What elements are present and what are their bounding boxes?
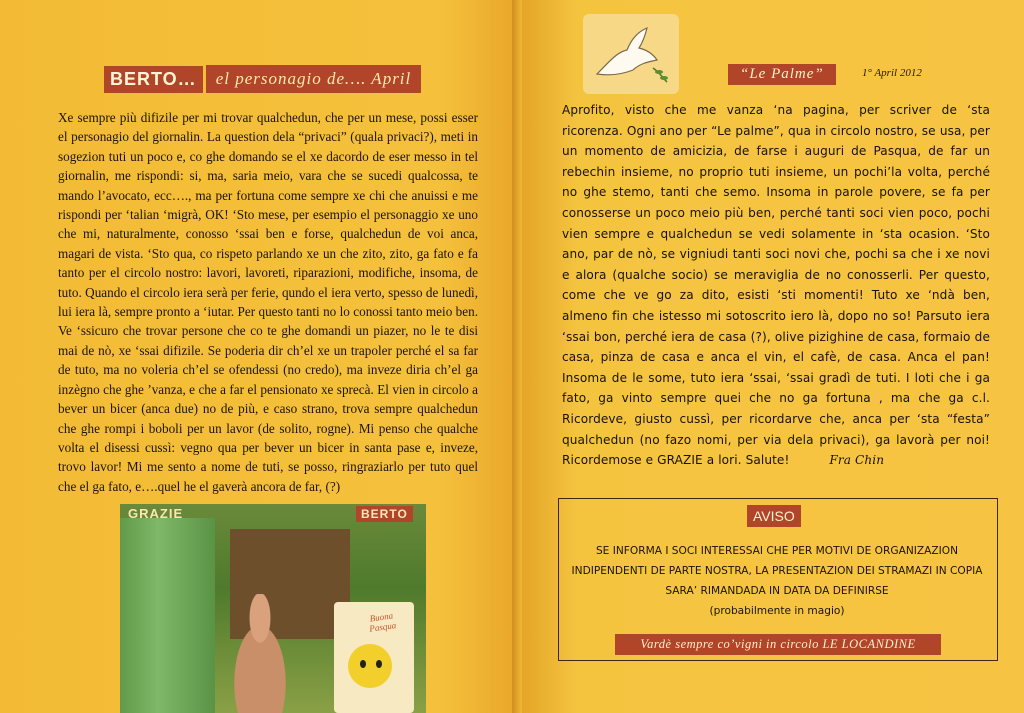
buona-pasqua-label: Buona Pasqua <box>368 610 397 634</box>
photo-curtain <box>120 518 215 713</box>
notice-body <box>568 541 986 621</box>
page-spine <box>512 0 522 713</box>
berto-name: BERTO… <box>104 66 203 93</box>
berto-article-text: Xe sempre più difizile per mi trovar qualchedun, che per un mese, possi esser el personagio del giornalin. La question dela “privaci” (quala privaci?), meti in sogezion tuti un poco e, co ghe domando se el xe dacordo de eser messo in tel giornalin, me rispondi: si, ma, saria meio, vara che se sucedi qualcossa, te mando l’avocato, ecc…., ma per fortuna come sempre xe chi che anuissi e me rispondi per ‘talian ‘migrà, OK! ‘Sto mese, per esempio el personaggio xe uno che mi, naturalmente, conosso ‘ssai ben e forse, qualchedun de voi anca, magari de vista. ‘Sto qua, co rispeto parlando xe un che zito, zito, ga fato e fa tanto per el circolo nostro: lavori, lavoreti, riparazioni, modifiche, insoma, de tuto. Quando el circolo iera serà per ferie, qundo el iera verto, spesso de lunedì, lui iera là, sempre pronto a ‘iutar. Per questo tanti no lo conossi tanto meio ben. Ve ‘ssicuro che trovar persone che co te ghe domandi un piazer, no le te disi mai de nò, xe ‘ssai difizile. Se poderia dir ch’el xe un trapoler perché el sa far de tuto, ma no voleria ch’el se ofendessi (no credo), ma inveze diria ch’el ga inzègno che ghe ’vanza, e che a far el pensionato xe sprecà. El vien in circolo a bever un bicer (anca due) no de più, e caso strano, trova sempre qualchedun che ghe rompi i boboli per un lavor (de solito, rogne). Mi penso che qualche volta el disessi cussì: vegno qua per bever un bicer in santa pase e, inveze, trovo lavor! Mi me sento a nome de tuti, se posso, ringraziarlo per tuto quel che el ga fato, e….quel he el gaverà ancora de far, (?) <box>58 110 478 494</box>
le-palme-title: “Le Palme” <box>728 64 836 85</box>
notice-note: (probabilmente in magio) <box>709 605 845 617</box>
article-date: 1° April 2012 <box>862 67 922 79</box>
notice-title: AVISO <box>747 505 801 527</box>
le-palme-article <box>562 100 990 471</box>
notice-footer: Vardè sempre co’vigni in circolo LE LOCANDINE <box>615 634 941 655</box>
photo-person <box>220 594 300 713</box>
berto-subtitle: el personagio de…. April <box>206 65 422 93</box>
berto-title <box>104 64 421 94</box>
author-signature: Fra Chin <box>829 453 885 468</box>
photo-berto-label: BERTO <box>356 506 413 522</box>
chick-eye-left <box>360 660 366 668</box>
notice-text: SE INFORMA I SOCI INTERESSAI CHE PER MOTIVI DE ORGANIZAZION INDIPENDENTI DE PARTE NOSTRA, LA PRESENTAZION DEI STRAMAZI IN COPIA SARA’ RIMANDADA IN DATA DA DEFINIRSE <box>571 545 983 597</box>
chick-illustration <box>348 644 392 688</box>
photo-grazie-label: GRAZIE <box>128 506 184 521</box>
berto-photo <box>120 504 426 713</box>
chick-eye-right <box>376 660 382 668</box>
dove-icon <box>583 14 679 94</box>
le-palme-text: Aprofito, visto che me vanza ‘na pagina, per scriver de ‘sta ricorenza. Ogni ano per “Le palme”, qua in circolo nostro, se usa, per un momento de amicizia, de farse i auguri de Pasqua, de far un rebechin insieme, no proprio tuti insieme, un pochi’la volta, perché no ghe stemo, tanti che semo. Insoma in parole povere, se fa per conosserse un poco meio più ben, perché tanti soci vien poco, pochi vien sempre e qualchedun se vedi solamente in ‘sta ocasion. ‘Sto ano, par de nò, se vigniudi tanti soci novi che, pochi sa che i xe novi e alora (qualche socio) se meraviglia de no conosserli. Per questo, come che ve go za dito, esisti ‘sti momenti! Tuto xe ‘ndà ben, almeno fin che istesso mi sotoscrito iero là, dopo no so! Parsuto iera ‘ssai bon, perché iera de casa (?), olive pizighine de casa, formaio de casa, pinza de casa e anca el vin, el cafè, de casa. Anca el pan! Insoma de le some, tuto iera ‘ssai, ‘ssai gradì de tuti. I loti che i ga fato, ga vinto sempre quei che no ga fortuna , ma che ga c.l. Ricordeve, giusto cussì, per ricordarve che, anca per ‘sta “festa” qualchedun (no fazo nomi, per via dela privaci), ga lavorà per noi! Ricordemose e GRAZIE a lori. Salute! <box>562 103 990 468</box>
